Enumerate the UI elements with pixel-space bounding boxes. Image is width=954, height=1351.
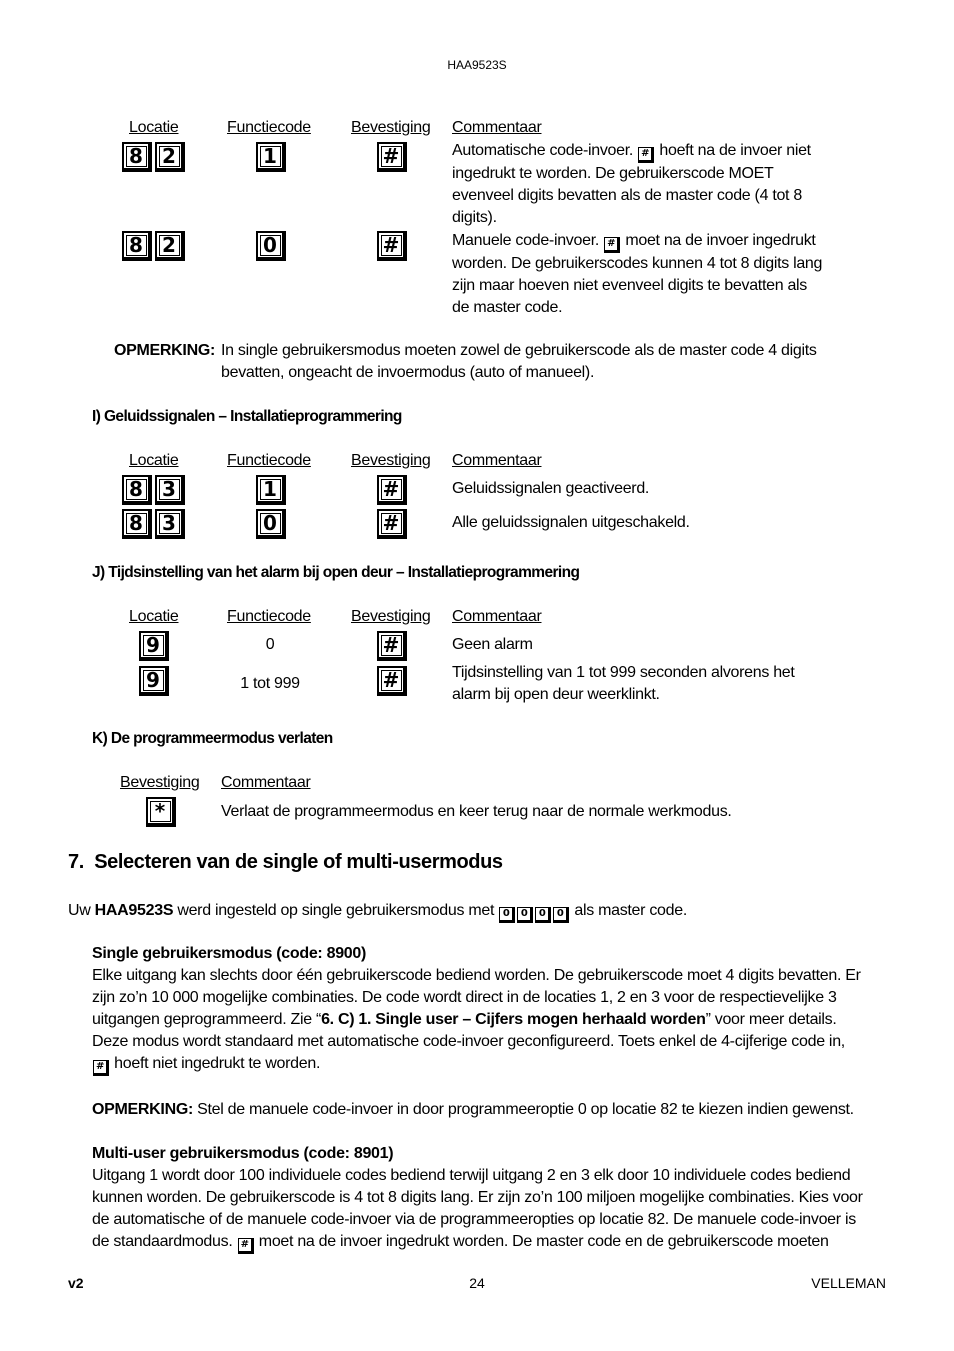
section-k-title: K) De programmeermodus verlaten [92, 730, 333, 747]
note-2: OPMERKING: Stel de manuele code-invoer in door programmeeroptie 0 op locatie 82 te kiezen indien gewenst. [92, 1101, 854, 1118]
key-3: 3 [155, 475, 185, 505]
comment-no-alarm: Geen alarm [452, 636, 533, 653]
col-label-confirm: Bevestiging [351, 608, 431, 625]
hash-key-icon: # [93, 1060, 109, 1076]
key-3: 3 [155, 509, 185, 539]
key-1: 1 [256, 142, 286, 172]
single-mode-block: Single gebruikersmodus (code: 8900) Elke uitgang kan slechts door één gebruikerscode bediend worden. De gebruikerscode moet 4 digits bevatten. Er zijn zo’n 10 000 mogelijke combinaties. De code wordt direct in de locaties 1, 2 en 3 voor de respectievelijke 3 uitgangen geprogrammeerd. Zie “6. C) 1. Single user – Cijfers mogen herhaald worden” voor meer details. Deze modus wordt standaard met automatische code-invoer geconfigureerd. Toets enkel de 4-cijferige code in, # hoeft niet ingedrukt te worden. [92, 943, 892, 1076]
section-7-title: 7. Selecteren van de single of multi-usermodus [68, 851, 503, 873]
key-hash: # [377, 509, 407, 539]
key-9: 9 [139, 666, 169, 696]
key-8: 8 [122, 509, 152, 539]
section-i-title: I) Geluidssignalen – Installatieprogrammering [92, 408, 402, 425]
key-0-icon: 0 [535, 907, 551, 923]
col-label-comment: Commentaar [452, 608, 542, 625]
key-1: 1 [256, 475, 286, 505]
note-text: In single gebruikersmodus moeten zowel de gebruikerscode als de master code 4 digits bevatten, ongeacht de invoermodus (auto of manueel). [221, 342, 817, 381]
key-0: 0 [256, 231, 286, 261]
multi-mode-title: Multi-user gebruikersmodus (code: 8901) [92, 1145, 394, 1162]
footer-page-number: 24 [469, 1275, 485, 1291]
key-8: 8 [122, 142, 152, 172]
key-hash: # [377, 631, 407, 661]
col-label-comment: Commentaar [221, 774, 311, 791]
multi-mode-block: Multi-user gebruikersmodus (code: 8901) Uitgang 1 wordt door 100 individuele codes bediend terwijl uitgang 2 en 3 elk door 10 individuele codes bediend kunnen worden. De gebruikerscode is 4 tot 8 digits lang. Er zijn zo’n 100 miljoen mogelijke combinaties. Kies voor de automatische of de manuele code-invoer via de programmeeropties op locatie 82. De manuele code-invoer is de standaardmodus. # moet na de invoer ingedrukt worden. De master code en de gebruikerscode moeten [92, 1143, 892, 1254]
comment-alarm-delay: Tijdsinstelling van 1 tot 999 seconden alvorens het alarm bij open deur weerklinkt. [452, 664, 795, 703]
hash-key-icon: # [604, 237, 620, 253]
key-8: 8 [122, 475, 152, 505]
col-label-function: Functiecode [227, 119, 311, 136]
col-label-function: Functiecode [227, 608, 311, 625]
col-label-location: Locatie [129, 119, 179, 136]
single-mode-title: Single gebruikersmodus (code: 8900) [92, 945, 367, 962]
key-hash: # [377, 475, 407, 505]
row1-comment: Automatische code-invoer. # hoeft na de invoer niet ingedrukt te worden. De gebruikerscode MOET evenveel digits bevatten als de master code (4 tot 8 digits). [452, 142, 811, 226]
key-9: 9 [139, 631, 169, 661]
key-0-icon: 0 [553, 907, 569, 923]
key-2: 2 [155, 231, 185, 261]
col-label-location: Locatie [129, 452, 179, 469]
col-label-function: Functiecode [227, 452, 311, 469]
key-0-icon: 0 [517, 907, 533, 923]
comment-exit-program: Verlaat de programmeermodus en keer terug naar de normale werkmodus. [221, 803, 732, 820]
key-hash: # [377, 666, 407, 696]
doc-id-header: HAA9523S [447, 58, 507, 72]
col-label-confirm: Bevestiging [351, 452, 431, 469]
col-label-comment: Commentaar [452, 119, 542, 136]
key-0-icon: 0 [499, 907, 515, 923]
comment-sound-off: Alle geluidssignalen uitgeschakeld. [452, 514, 690, 531]
footer-brand: VELLEMAN [811, 1275, 886, 1291]
function-value: 0 [265, 636, 275, 653]
function-value: 1 tot 999 [240, 675, 300, 692]
section-7-intro: Uw HAA9523S werd ingesteld op single gebruikersmodus met 0 0 0 0 als master code. [68, 900, 687, 923]
col-label-confirm: Bevestiging [351, 119, 431, 136]
row2-comment: Manuele code-invoer. # moet na de invoer ingedrukt worden. De gebruikerscodes kunnen 4 tot 8 digits lang zijn maar hoeven niet evenveel digits te bevatten als de master code. [452, 232, 823, 316]
hash-key-icon: # [238, 1238, 254, 1254]
note-label: OPMERKING: [114, 342, 216, 359]
key-star: * [146, 797, 176, 827]
comment-sound-on: Geluidssignalen geactiveerd. [452, 480, 650, 497]
key-hash: # [377, 231, 407, 261]
key-hash: # [377, 142, 407, 172]
key-8: 8 [122, 231, 152, 261]
key-2: 2 [155, 142, 185, 172]
section-j-title: J) Tijdsinstelling van het alarm bij open deur – Installatieprogrammering [92, 564, 580, 581]
key-0: 0 [256, 509, 286, 539]
col-label-location: Locatie [129, 608, 179, 625]
footer-version: v2 [68, 1275, 84, 1291]
col-label-confirm: Bevestiging [120, 774, 200, 791]
hash-key-icon: # [638, 147, 654, 163]
col-label-comment: Commentaar [452, 452, 542, 469]
